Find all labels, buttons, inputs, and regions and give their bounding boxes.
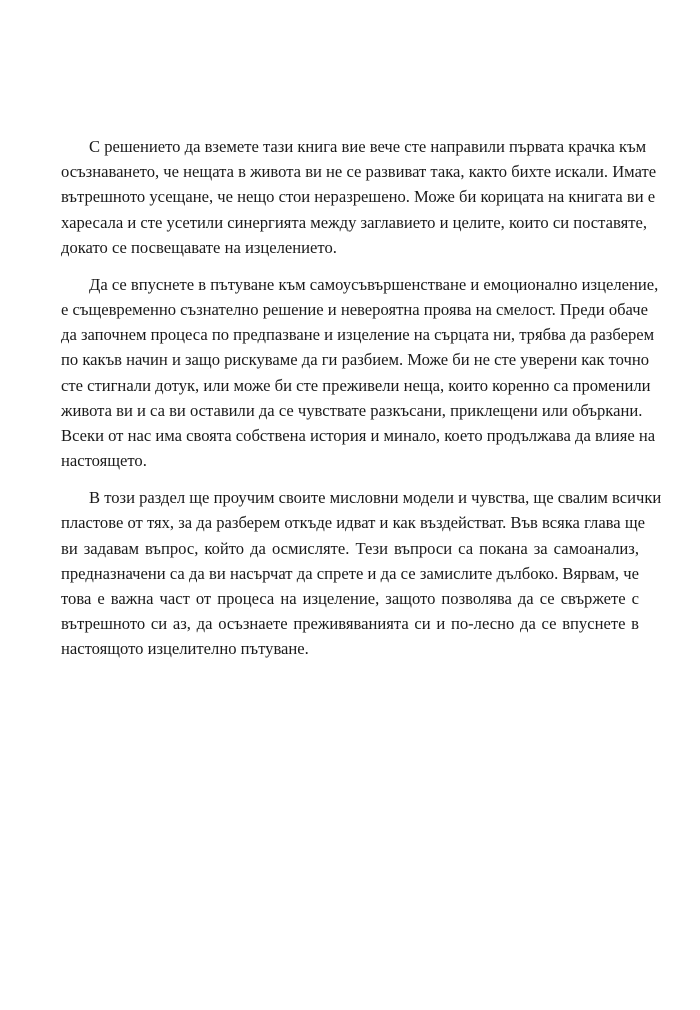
text-line: С решението да вземете тази книга вие вече сте направили първата крачка към: [89, 137, 647, 156]
text-line: пластове от тях, за да разберем откъде идват и как въздействат. Във всяка глава ще: [61, 513, 645, 533]
text-line: докато се посвещавате на изцелението.: [61, 237, 337, 257]
text-line: осъзнаването, че нещата в живота ви не се развиват така, както бихте искали. Имате: [61, 162, 657, 182]
text-line: вътрешното си аз, да осъзнаете преживяванията си и по-лесно да се впуснете в: [61, 614, 639, 634]
text-line: настоящото изцелително пътуване.: [61, 639, 309, 659]
text-line: В този раздел ще проучим своите мисловни модели и чувства, ще свалим всички: [89, 488, 662, 508]
text-line: ви задавам въпрос, който да осмисляте. Тези въпроси са покана за самоанализ,: [61, 538, 639, 558]
paragraph-1: [61, 134, 657, 260]
text-line: да започнем процеса по предпазване и изцеление на сърцата ни, трябва да разберем: [61, 325, 655, 345]
text-line: сте стигнали дотук, или може би сте преживели неща, които коренно са променили: [61, 375, 651, 395]
text-line: предназначени са да ви насърчат да спрете и да се замислите дълбоко. Вярвам, че: [61, 563, 639, 583]
paragraph-2: [61, 272, 659, 474]
text-line: това е важна част от процеса на изцеление, защото позволява да се свържете с: [61, 589, 639, 609]
text-line: вътрешното усещане, че нещо стои неразрешено. Може би корицата на книгата ви е: [61, 187, 656, 207]
text-line: Да се впуснете в пътуване към самоусъвършенстване и емоционално изцеление,: [89, 274, 659, 294]
paragraph-3: [61, 485, 662, 661]
text-line: настоящето.: [61, 451, 147, 471]
text-line: живота ви и са ви оставили да се чувствате разкъсани, приклещени или объркани.: [61, 400, 643, 420]
text-line: е същевременно съзнателно решение и невероятна проява на смелост. Преди обаче: [61, 300, 648, 320]
body-text: [61, 134, 662, 673]
text-line: по какъв начин и защо рискуваме да ги разбием. Може би не сте уверени как точно: [61, 350, 650, 370]
text-line: харесала и сте усетили синергията между заглавието и целите, които си поставяте,: [61, 212, 648, 232]
text-line: Всеки от нас има своята собствена история и минало, което продължава да влияе на: [61, 426, 656, 446]
